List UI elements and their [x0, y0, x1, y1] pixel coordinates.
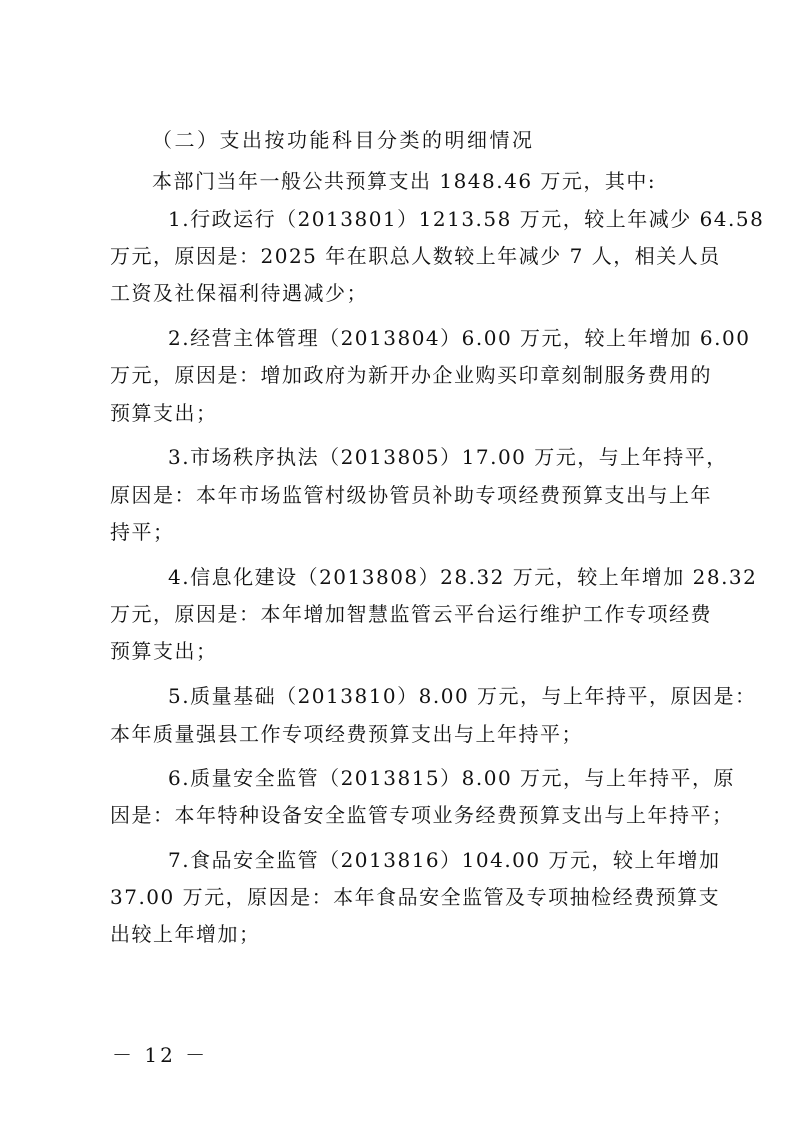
list-item-line: 4.信息化建设（2013808）28.32 万元，较上年增加 28.32 — [168, 565, 758, 589]
list-item-line: 预算支出； — [110, 639, 218, 663]
list-item-line: 2.经营主体管理（2013804）6.00 万元，较上年增加 6.00 — [168, 326, 751, 350]
list-item-line: 因是：本年特种设备安全监管专项业务经费预算支出与上年持平； — [110, 803, 734, 827]
list-item-line: 持平； — [110, 520, 175, 544]
list-item-line: 工资及社保福利待遇减少； — [110, 281, 368, 305]
list-item-line: 5.质量基础（2013810）8.00 万元，与上年持平，原因是： — [168, 684, 757, 708]
list-item-line: 37.00 万元，原因是：本年食品安全监管及专项抽检经费预算支 — [110, 885, 721, 909]
list-item-line: 6.质量安全监管（2013815）8.00 万元，与上年持平，原 — [168, 766, 736, 790]
page-number: － 12 － — [112, 1043, 209, 1067]
list-item-line: 原因是：本年市场监管村级协管员补助专项经费预算支出与上年 — [110, 483, 712, 507]
list-item-line: 3.市场秩序执法（2013805）17.00 万元，与上年持平， — [168, 445, 728, 469]
list-item-line: 7.食品安全监管（2013816）104.00 万元，较上年增加 — [168, 848, 721, 872]
section-heading: （二）支出按功能科目分类的明细情况 — [152, 128, 535, 152]
list-item-line: 本年质量强县工作专项经费预算支出与上年持平； — [110, 722, 583, 746]
list-item-line: 预算支出； — [110, 401, 218, 425]
list-item-line: 万元，原因是：增加政府为新开办企业购买印章刻制服务费用的 — [110, 363, 712, 387]
intro-paragraph: 本部门当年一般公共预算支出 1848.46 万元，其中: — [152, 169, 657, 193]
list-item-line: 万元，原因是：2025 年在职总人数较上年减少 7 人，相关人员 — [110, 244, 721, 268]
list-item-line: 万元，原因是：本年增加智慧监管云平台运行维护工作专项经费 — [110, 602, 712, 626]
list-item-line: 出较上年增加； — [110, 922, 261, 946]
list-item-line: 1.行政运行（2013801）1213.58 万元，较上年减少 64.58 — [168, 207, 765, 231]
